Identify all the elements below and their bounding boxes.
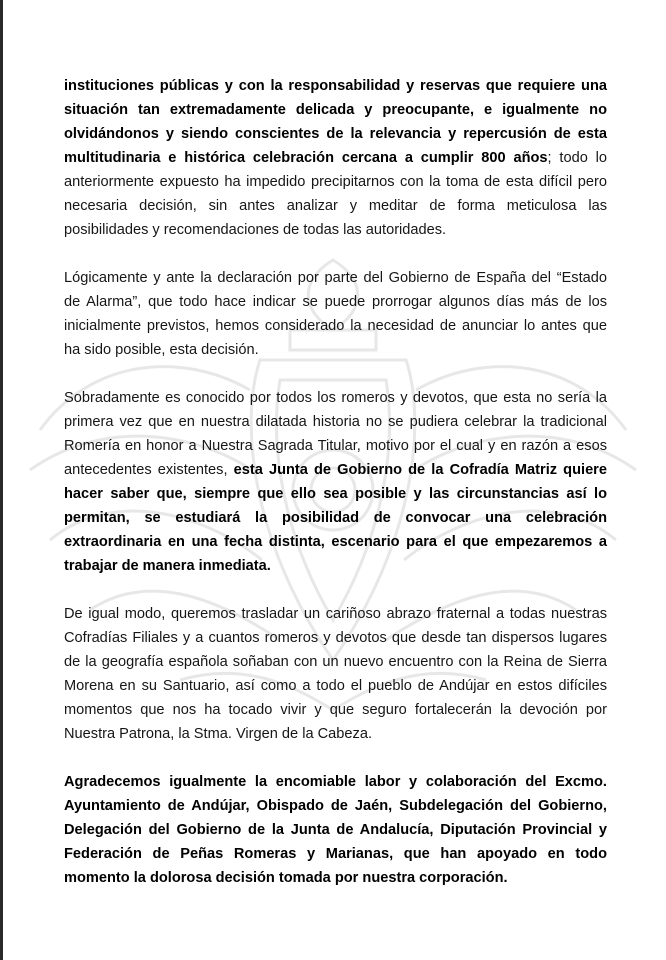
text-segment: ; todo lo anteriormente expuesto ha impedido precipitarnos con la toma de esta difícil pero necesaria decisión, sin antes analizar y meditar de forma meticulosa las posibilidades y recomendaciones de todas las autoridades.: [64, 150, 607, 238]
text-segment: De igual modo, queremos trasladar un cariñoso abrazo fraternal a todas nuestras Cofradías Filiales y a cuantos romeros y devotos que desde tan dispersos lugares de la geografía española soñaban con un nuevo encuentro con la Reina de Sierra Morena en su Santuario, así como a todo el pueblo de Andújar en estos difíciles momentos que nos ha tocado vivir y que seguro fortalecerán la devoción por Nuestra Patrona, la Stma. Virgen de la Cabeza.: [64, 606, 607, 742]
paragraph: [64, 602, 607, 746]
document-body: [64, 74, 607, 890]
bold-text: Agradecemos igualmente la encomiable labor y colaboración del Excmo. Ayuntamiento de Andújar, Obispado de Jaén, Subdelegación del Gobierno, Delegación del Gobierno de la Junta de Andalucía, Diputación Provincial y Federación de Peñas Romeras y Marianas, que han apoyado en todo momento la dolorosa decisión tomada por nuestra corporación.: [64, 774, 607, 886]
text-segment: Sobradamente es conocido por todos los romeros y devotos, que esta no sería la primera vez que en nuestra dilatada historia no se pudiera celebrar la tradicional Romería en honor a Nuestra Sagrada Titular, motivo por el cual y en razón a esos antecedentes existentes,: [64, 390, 607, 478]
paragraph: [64, 770, 607, 890]
paragraph: [64, 74, 607, 242]
text-segment: Lógicamente y ante la declaración por parte del Gobierno de España del “Estado de Alarma”, que todo hace indicar se puede prorrogar algunos días más de los inicialmente previstos, hemos considerado la necesidad de anunciar lo antes que ha sido posible, esta decisión.: [64, 270, 607, 358]
bold-text: instituciones públicas y con la responsabilidad y reservas que requiere una situación tan extremadamente delicada y preocupante, e igualmente no olvidándonos y siendo conscientes de la relevancia y repercusión de esta multitudinaria e histórica celebración cercana a cumplir 800 años: [64, 78, 607, 166]
bold-text: esta Junta de Gobierno de la Cofradía Matriz quiere hacer saber que, siempre que ello sea posible y las circunstancias así lo permitan, se estudiará la posibilidad de convocar una celebración extraordinaria en una fecha distinta, escenario para el que empezaremos a trabajar de manera inmediata.: [64, 462, 607, 574]
paragraph: [64, 266, 607, 362]
paragraph: [64, 386, 607, 578]
